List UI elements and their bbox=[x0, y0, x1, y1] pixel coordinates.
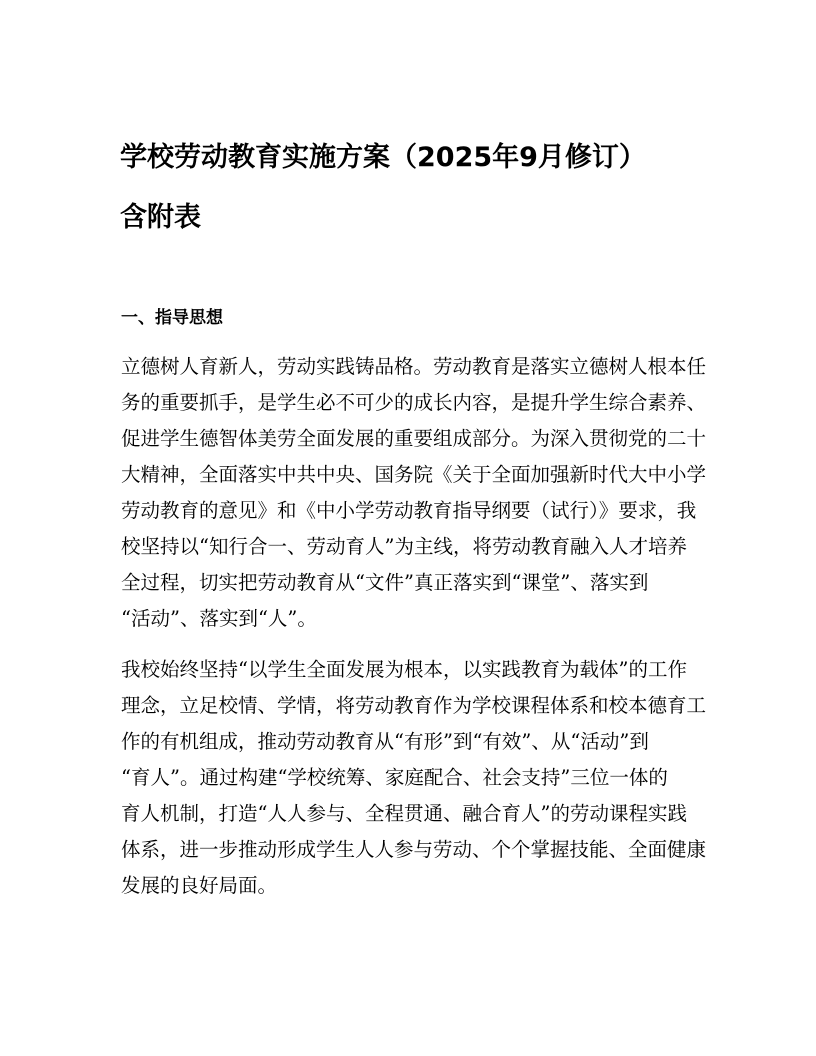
paragraph bbox=[121, 349, 707, 637]
text-line: 校坚持以“知行合一、劳动育人”为主线，将劳动教育融入人才培养 bbox=[121, 535, 687, 558]
text-line: 作的有机组成，推动劳动教育从“有形”到“有效”、从“活动”到 bbox=[121, 730, 649, 753]
text-line: “育人”。通过构建“学校统筹、家庭配合、社会支持”三位一体的 bbox=[121, 766, 668, 789]
text-line: 体系，进一步推动形成学生人人参与劳动、个个掌握技能、全面健康 bbox=[121, 838, 707, 861]
text-line: 务的重要抓手，是学生必不可少的成长内容，是提升学生综合素养、 bbox=[121, 391, 707, 414]
text-line: 理念，立足校情、学情，将劳动教育作为学校课程体系和校本德育工 bbox=[121, 694, 707, 717]
text-line: 我校始终坚持“以学生全面发展为根本，以实践教育为载体”的工作 bbox=[121, 658, 687, 681]
text-line: 促进学生德智体美劳全面发展的重要组成部分。为深入贯彻党的二十 bbox=[121, 427, 707, 450]
paragraph bbox=[121, 652, 707, 904]
title-line: 含附表 bbox=[120, 202, 201, 233]
section-heading: 一、指导思想 bbox=[121, 308, 223, 328]
text-line: 大精神，全面落实中共中央、国务院《关于全面加强新时代大中小学 bbox=[121, 463, 707, 486]
text-line: 育人机制，打造“人人参与、全程贯通、融合育人”的劳动课程实践 bbox=[121, 802, 687, 825]
document-title bbox=[120, 128, 720, 248]
text-line: 全过程，切实把劳动教育从“文件”真正落实到“课堂”、落实到 bbox=[121, 571, 649, 594]
text-line: 劳动教育的意见》和《中小学劳动教育指导纲要（试行）》要求，我 bbox=[121, 499, 697, 522]
text-line: 立德树人育新人，劳动实践铸品格。劳动教育是落实立德树人根本任 bbox=[121, 355, 707, 378]
title-line: 学校劳动教育实施方案（2025年9月修订） bbox=[120, 142, 646, 173]
text-line: “活动”、落实到“人”。 bbox=[121, 607, 317, 630]
text-line: 发展的良好局面。 bbox=[121, 874, 278, 897]
